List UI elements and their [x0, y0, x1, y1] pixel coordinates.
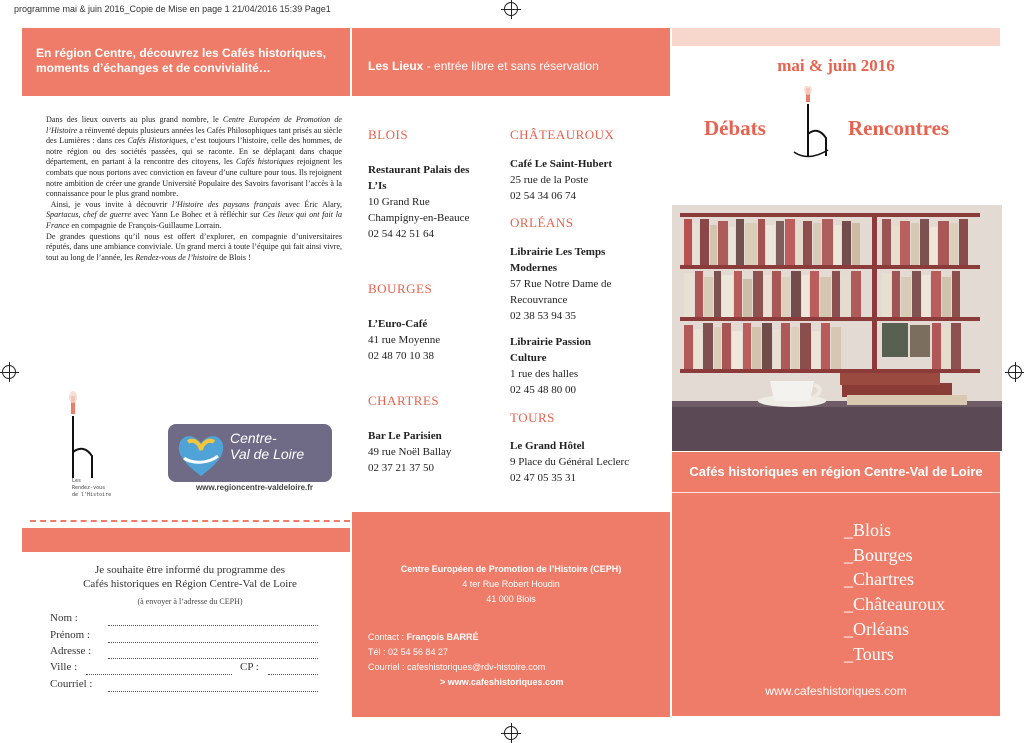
places-header-text: Les Lieux - entrée libre et sans réservation [368, 59, 599, 73]
cities-list [844, 518, 945, 666]
ville-field[interactable] [86, 674, 232, 675]
prenom-label: Prénom : [50, 629, 91, 641]
form-subtitle: (à envoyer à l’adresse du CEPH) [137, 597, 243, 606]
region-name: Centre- Val de Loire [230, 430, 305, 462]
city-list-item: _Orléans [844, 618, 909, 639]
rendez-vous-logo-right-icon [786, 86, 856, 166]
tagline-divider [672, 492, 1000, 493]
courriel-label: Courriel : [50, 678, 93, 690]
prenom-field[interactable] [108, 642, 318, 643]
bookshelf-photo [672, 205, 1002, 451]
ceph-address [352, 562, 670, 607]
nom-field[interactable] [108, 625, 318, 626]
contact-line: Contact : François BARRÉ [368, 632, 479, 642]
venue-orleans-1: Librairie Les Temps Modernes 57 Rue Notre Dame de Recouvrance 02 38 53 94 35 [510, 246, 612, 322]
city-list-item: _Tours [844, 643, 894, 664]
title-rencontres: Rencontres [848, 116, 950, 140]
intro-paragraph-3: De grandes questions qu’il nous est offert d’explorer, en compagnie d’universitaires réputés, dans une ambiance conviviale. Un grand merci à toute l’équipe qui fait ainsi vivre, tout au long de l’année, les Rendez-vous de l’histoire de Blois ! [46, 231, 342, 262]
nom-label: Nom : [50, 612, 78, 624]
venue-orleans-2: Librairie Passion Culture 1 rue des halles 02 45 48 80 00 [510, 336, 591, 396]
website-link[interactable]: www.cafeshistoriques.com [765, 684, 907, 698]
ville-label: Ville : [50, 661, 78, 673]
contact-email[interactable]: Courriel : cafeshistoriques@rdv-histoire.com [368, 662, 546, 672]
cp-field[interactable] [268, 674, 318, 675]
programme-date: mai & juin 2016 [777, 56, 895, 75]
city-list-item: _Châteauroux [844, 594, 945, 615]
logo-caption: Les Rendez-vous de l'Histoire [72, 478, 112, 498]
city-chartres-heading: CHARTRES [368, 393, 440, 408]
region-url[interactable]: www.regioncentre-valdeloire.fr [195, 483, 314, 492]
contact-info [368, 630, 668, 690]
intro-paragraph-2: Ainsi, je vous invite à découvrir l’Histoire des paysans français avec Éric Alary, Spartacus, chef de guerre avec Yann Le Bohec et à réfléchir sur Ces lieux qui ont fait la France en compagnie de François-Guillaume Lorrain. [46, 199, 342, 230]
intro-paragraph-1: Dans des lieux ouverts au plus grand nombre, le Centre Européen de Promotion de l’Histoire a réinventé depuis plusieurs années les Cafés Philosophiques tant prisés au siècle des Lumières : dans ces Cafés Historiques, c’est toujours l’histoire, celle des hommes, de notre région ou des sociétés passées, qui se raconte. En se déplaçant dans chaque département, en partant à la rencontre des citoyens, les Cafés historiques rejoignent les combats que nous portons avec conviction en faveur d’une culture pour tous. Ils rejoignent notre ambition de créer une grande Université Populaire des Savoirs favorisant l’accès à la connaissance pour le plus grand nombre. [46, 115, 343, 199]
city-bourges-heading: BOURGES [368, 281, 433, 296]
registration-mark-top-icon [504, 2, 518, 16]
cp-label: CP : [240, 661, 259, 673]
print-header-text: programme mai & juin 2016_Copie de Mise en page 1 21/04/2016 15:39 Page1 [14, 4, 331, 14]
ceph-city: 41 000 Blois [486, 594, 536, 604]
city-list-item: _Bourges [844, 544, 913, 565]
city-list-item: _Chartres [844, 569, 914, 590]
registration-mark-bottom-icon [504, 726, 518, 740]
left-panel-header-text: En région Centre, découvrez les Cafés historiques, moments d’échanges et de convivialité… [36, 46, 327, 75]
right-panel-top-band [672, 28, 1000, 46]
adresse-field[interactable] [108, 658, 318, 659]
form-title: Je souhaite être informé du programme des Cafés historiques en Région Centre-Val de Loire [83, 564, 297, 590]
city-list-item: _Blois [844, 520, 892, 540]
city-tours-heading: TOURS [510, 410, 555, 425]
venue-tours: Le Grand Hôtel 9 Place du Général Leclerc 02 47 05 35 31 [510, 440, 630, 484]
courriel-field[interactable] [108, 691, 318, 692]
city-blois-heading: BLOIS [368, 127, 409, 142]
adresse-label: Adresse : [50, 645, 92, 657]
venue-blois: Restaurant Palais des L’Is 10 Grand Rue Champigny-en-Beauce 02 54 42 51 64 [368, 164, 470, 240]
cut-line [30, 520, 350, 522]
right-panel-tagline: Cafés historiques en région Centre-Val de Loire [689, 464, 983, 479]
city-chateauroux-heading: CHÂTEAUROUX [510, 127, 615, 142]
registration-mark-right-icon [1008, 365, 1022, 379]
venue-chateauroux: Café Le Saint-Hubert 25 rue de la Poste 02 54 34 06 74 [510, 158, 613, 202]
ceph-name: Centre Européen de Promotion de l’Histoire (CEPH) [400, 564, 622, 574]
contact-tel: Tél : 02 54 56 84 27 [368, 647, 449, 657]
region-heart-icon [172, 428, 230, 480]
contact-website-link[interactable]: > www.cafeshistoriques.com [440, 677, 564, 687]
ceph-street: 4 ter Rue Robert Houdin [462, 579, 560, 589]
intro-text [46, 115, 342, 263]
registration-mark-left-icon [2, 365, 16, 379]
venue-bourges: L’Euro-Café 41 rue Moyenne 02 48 70 10 38 [368, 318, 441, 362]
title-debats: Débats [704, 116, 766, 140]
venue-chartres: Bar Le Parisien 49 rue Noël Ballay 02 37 21 37 50 [368, 430, 452, 474]
city-orleans-heading: ORLÉANS [510, 215, 574, 230]
